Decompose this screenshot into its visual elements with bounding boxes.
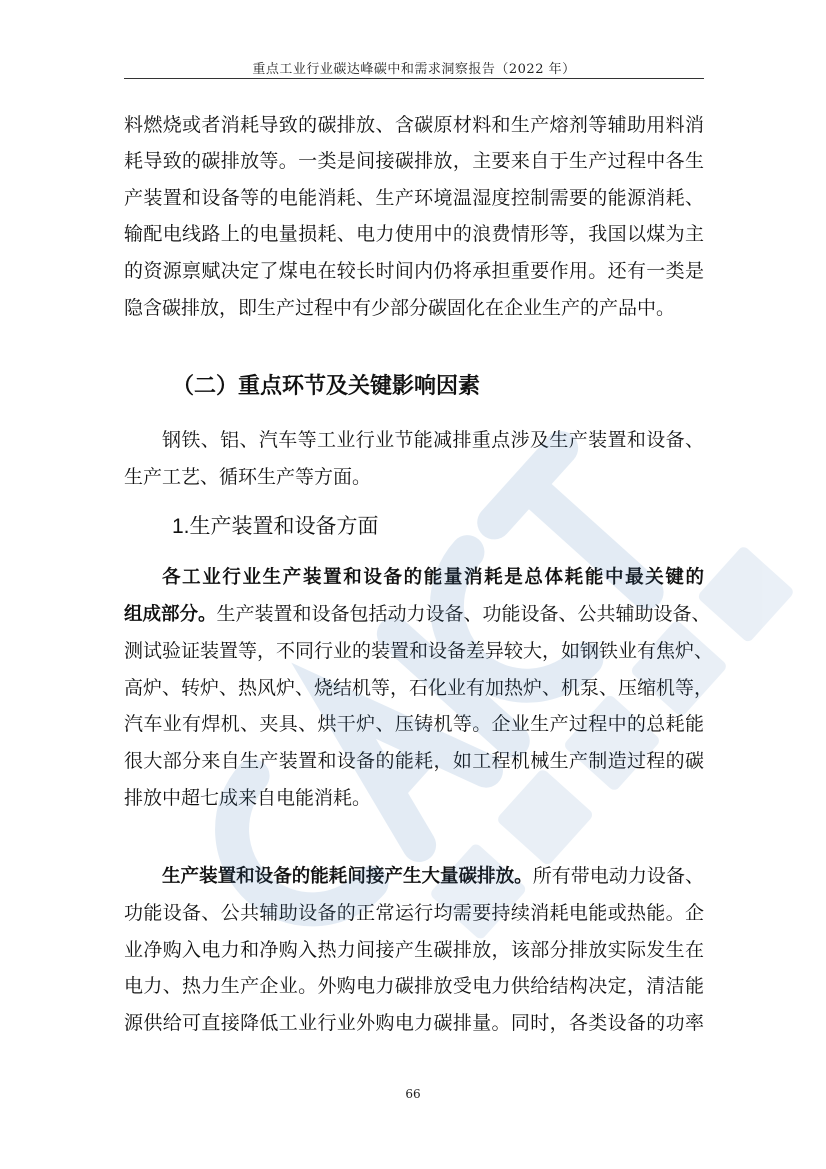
paragraph-line: 源供给可直接降低工业行业外购电力碳排量。同时，各类设备的功率 (124, 1012, 704, 1034)
page-number: 66 (405, 1087, 421, 1101)
header-rule (124, 78, 704, 79)
paragraph-line: 钢铁、铝、汽车等工业行业节能减排重点涉及生产装置和设备、 (162, 429, 704, 451)
paragraph-line: 很大部分来自生产装置和设备的能耗，如工程机械生产制造过程的碳 (124, 750, 704, 772)
paragraph-line-bold: 各工业行业生产装置和设备的能量消耗是总体耗能中最关键的 (162, 567, 704, 588)
bold-lead: 生产装置和设备的能耗间接产生大量碳排放。 (162, 866, 533, 887)
paragraph-line: 功能设备、公共辅助设备的正常运行均需要持续消耗电能或热能。企 (124, 902, 704, 924)
paragraph-line: 排放中超七成来自电能消耗。 (124, 787, 372, 809)
paragraph-line: 生产工艺、循环生产等方面。 (124, 466, 372, 488)
bold-lead: 组成部分。 (124, 604, 217, 625)
paragraph-text: 所有带电动力设备、 (532, 865, 704, 887)
paragraph-line: 耗导致的碳排放等。一类是间接碳排放，主要来自于生产过程中各生 (124, 150, 704, 172)
paragraph-line: 的资源禀赋决定了煤电在较长时间内仍将承担重要作用。还有一类是 (124, 260, 704, 282)
paragraph-line: 电力、热力生产企业。外购电力碳排放受电力供给结构决定，清洁能 (124, 975, 704, 997)
paragraph-line: 料燃烧或者消耗导致的碳排放、含碳原材料和生产熔剂等辅助用料消 (124, 114, 704, 136)
paragraph-line: 产装置和设备等的电能消耗、生产环境温湿度控制需要的能源消耗、 (124, 187, 704, 209)
running-header: 重点工业行业碳达峰碳中和需求洞察报告（2022 年） (252, 62, 576, 77)
paragraph-text: 生产装置和设备包括动力设备、功能设备、公共辅助设备、 (216, 603, 711, 625)
paragraph-line: 测试验证装置等，不同行业的装置和设备差异较大，如钢铁业有焦炉、 (124, 640, 714, 662)
section-heading: （二）重点环节及关键影响因素 (172, 374, 481, 399)
paragraph-line: 输配电线路上的电量损耗、电力使用中的浪费情形等，我国以煤为主 (124, 223, 704, 245)
paragraph-line: 隐含碳排放，即生产过程中有少部分碳固化在企业生产的产品中。 (124, 297, 676, 319)
paragraph-line: 高炉、转炉、热风炉、烧结机等，石化业有加热炉、机泵、压缩机等， (124, 677, 714, 699)
paragraph-line: 业净购入电力和净购入热力间接产生碳排放，该部分排放实际发生在 (124, 939, 704, 961)
paragraph-line (124, 602, 711, 627)
paragraph-line: 汽车业有焊机、夹具、烘干炉、压铸机等。企业生产过程中的总耗能 (124, 713, 704, 735)
subsection-heading: 1.生产装置和设备方面 (172, 515, 379, 538)
paragraph-line (162, 864, 704, 889)
